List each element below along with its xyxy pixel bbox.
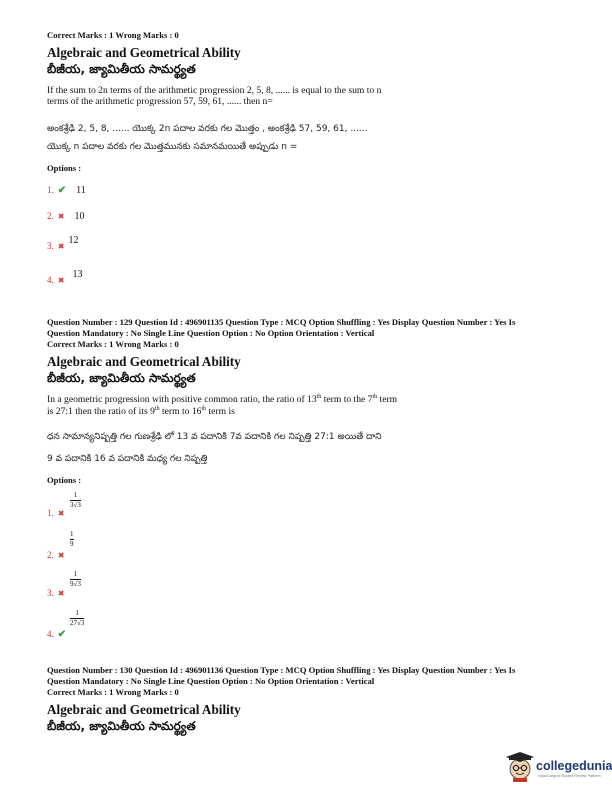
question-text-te-line1: అంకశ్రేఢి 2, 5, 8, ...... యొక్క 2n పదాల వరకు గల మొత్తం , అంకశ్రేఢి 57, 59, 61, ......	[47, 124, 368, 134]
options-label: Options :	[47, 163, 82, 173]
wrong-cross-icon: ✖	[57, 242, 65, 251]
option-number: 1.	[47, 185, 54, 195]
option-row	[47, 624, 66, 642]
question-text-en-line2: is 27:1 then the ratio of its 9th term to 16th term is	[47, 405, 235, 417]
option-row	[47, 180, 86, 198]
option-row	[47, 236, 78, 254]
option-fraction: 1 9	[70, 530, 74, 548]
section-heading-en: Algebraic and Geometrical Ability	[47, 354, 241, 369]
option-fraction: 1 3√3	[70, 491, 81, 509]
marks-info: Correct Marks : 1 Wrong Marks : 0	[47, 687, 179, 697]
section-heading-te: బీజీయ, జ్యామితీయ సామర్థ్యత	[47, 62, 196, 76]
graduate-mascot-icon	[505, 752, 535, 782]
option-number: 3.	[47, 241, 54, 251]
question-meta-line1: Question Number : 129 Question Id : 496901135 Question Type : MCQ Option Shuffling : Yes Display Question Number : Yes Is	[47, 317, 516, 327]
wrong-cross-icon: ✖	[57, 589, 65, 598]
option-row	[47, 270, 82, 288]
question-text-en-line2: terms of the arithmetic progression 57, 59, 61, ...... then n=	[47, 96, 273, 107]
option-number: 4.	[47, 629, 54, 639]
question-meta-line1: Question Number : 130 Question Id : 496901136 Question Type : MCQ Option Shuffling : Yes Display Question Number : Yes Is	[47, 665, 516, 675]
question-text-en-line1: If the sum to 2n terms of the arithmetic progression 2, 5, 8, ...... is equal to the sum to n	[47, 85, 382, 96]
section-heading-en: Algebraic and Geometrical Ability	[47, 702, 241, 717]
option-row	[47, 206, 84, 224]
correct-check-icon: ✔	[57, 629, 67, 640]
question-text-en-line1: In a geometric progression with positive common ratio, the ratio of 13th term to the 7th term	[47, 393, 398, 405]
section-heading-en: Algebraic and Geometrical Ability	[47, 45, 241, 60]
correct-check-icon: ✔	[57, 185, 67, 196]
option-number: 3.	[47, 588, 54, 598]
option-value: 11	[76, 185, 86, 196]
option-fraction: 1 9√3	[70, 570, 81, 588]
option-row	[47, 583, 64, 601]
question-text-te-line2: యొక్క n పదాల వరకు గల మొత్తమునకు సమానమయితే అప్పుడు n =	[47, 142, 298, 152]
question-meta-line2: Question Mandatory : No Single Line Question Option : No Option Orientation : Vertical	[47, 676, 375, 686]
wrong-cross-icon: ✖	[57, 509, 65, 518]
collegedunia-logo	[505, 752, 612, 782]
option-number: 1.	[47, 508, 54, 518]
option-row	[47, 503, 64, 521]
logo-tagline: India's largest Student Review Platform	[538, 774, 601, 778]
option-number: 4.	[47, 275, 54, 285]
option-row	[47, 545, 64, 563]
option-value: 12	[68, 235, 79, 246]
option-number: 2.	[47, 550, 54, 560]
marks-info: Correct Marks : 1 Wrong Marks : 0	[47, 30, 179, 40]
wrong-cross-icon: ✖	[57, 276, 65, 285]
section-heading-te: బీజీయ, జ్యామితీయ సామర్థ్యత	[47, 371, 196, 385]
question-text-te-line2: 9 వ పదానికి 16 వ పదానికి మధ్య గల నిష్పత్తి	[47, 454, 208, 464]
question-meta-line2: Question Mandatory : No Single Line Question Option : No Option Orientation : Vertical	[47, 328, 375, 338]
option-number: 2.	[47, 211, 54, 221]
option-value: 13	[72, 269, 83, 280]
question-text-te-line1: ధన సామాన్యనిష్పత్తి గల గుణశ్రేఢి లో 13 వ పదానికి 7వ పదానికి గల నిష్పత్తి 27:1 అయితే దాని	[47, 432, 382, 442]
logo-wordmark: collegedunia	[536, 759, 612, 773]
option-value: 10	[74, 211, 85, 222]
wrong-cross-icon: ✖	[57, 212, 65, 221]
wrong-cross-icon: ✖	[57, 551, 65, 560]
marks-info: Correct Marks : 1 Wrong Marks : 0	[47, 339, 179, 349]
options-label: Options :	[47, 475, 82, 485]
section-heading-te: బీజీయ, జ్యామితీయ సామర్థ్యత	[47, 719, 196, 733]
option-fraction: 1 27√3	[70, 609, 85, 627]
